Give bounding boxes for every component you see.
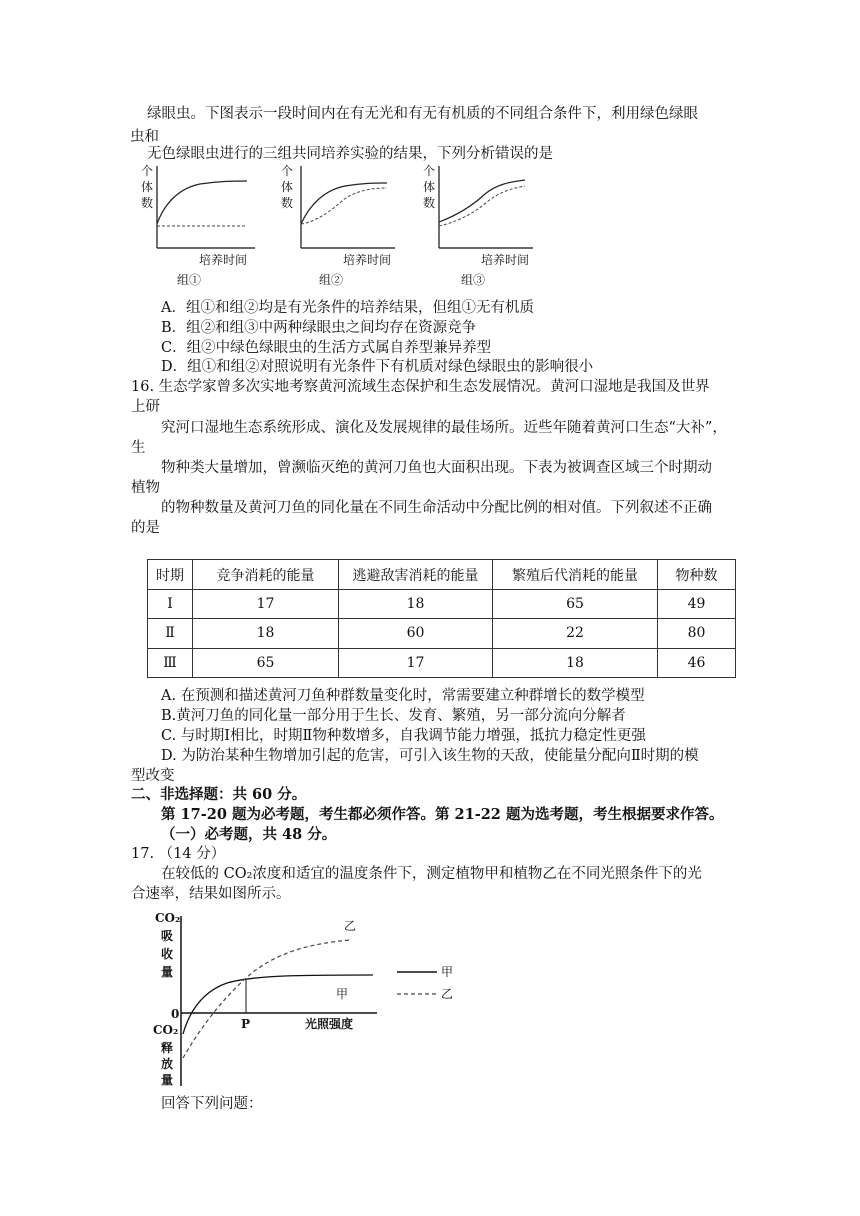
graph-xlabel: 光照强度 [305,1017,354,1031]
graph-ylabel: 体 [281,180,294,194]
table-cell: 18 [493,648,658,677]
section2-note: 第 17-20 题为必考题，考生都必须作答。第 21-22 题为选考题，考生根据要求作答。 [161,806,724,823]
green-euglena-curve [157,181,247,224]
q15-option-a: A．组①和组②均是有光条件的培养结果，但组①无有机质 [161,300,534,316]
q17-prompt: 回答下列问题： [161,1096,263,1112]
table-cell: 49 [658,590,736,619]
q16-option-a: A. 在预测和描述黄河刀鱼种群数量变化时，常需要建立种群增长的数学模型 [161,688,645,704]
colorless-euglena-curve [301,188,387,224]
q16-stem-line: 上研 [131,399,160,415]
table-cell: 65 [193,648,339,677]
table-cell: 80 [658,619,736,648]
section2-sub: （一）必考题，共 48 分。 [161,826,337,843]
group-label: 组③ [461,273,486,287]
q15-option-c: C．组②中绿色绿眼虫的生活方式属自养型兼异养型 [161,340,492,356]
table-cell: Ⅲ [148,648,193,677]
table-cell: 17 [339,648,493,677]
group3-graph [423,164,533,287]
curve-jia-label: 甲 [336,987,349,1001]
colorless-euglena-curve [439,186,525,226]
green-euglena-curve [439,180,525,222]
q16-option-b: B.黄河刀鱼的同化量一部分用于生长、发育、繁殖，另一部分流向分解者 [161,708,626,724]
table-cell: 60 [339,619,493,648]
graph-xlabel: 培养时间 [481,253,530,267]
q17-number: 17. （14 分） [131,846,226,862]
table-header-row [148,560,736,590]
q16-option-c: C. 与时期Ⅰ相比，时期Ⅱ物种数增多，自我调节能力增强，抵抗力稳定性更强 [161,728,646,744]
table-cell: 18 [193,619,339,648]
graph-ybottom-label: 放 [161,1057,174,1071]
group2-graph [281,164,395,287]
table-cell: 17 [193,590,339,619]
graph-ylabel: 个 [281,164,294,178]
graph-ytop-label: 量 [161,965,174,979]
table-header: 竞争消耗的能量 [193,560,339,590]
table-header: 物种数 [658,560,736,590]
group-label: 组② [319,273,344,287]
q16-stem-line: 生 [131,440,146,456]
q17-stem-line: 在较低的 CO₂浓度和适宜的温度条件下，测定植物甲和植物乙在不同光照条件下的光 [161,866,702,882]
group-label: 组① [177,273,202,287]
graph-ylabel: 个 [141,164,154,178]
table-header: 繁殖后代消耗的能量 [493,560,658,590]
graph-ytop-label: 收 [161,947,174,961]
q15-graphs [135,162,555,292]
graph-ylabel: 数 [423,196,436,210]
table-cell: Ⅰ [148,590,193,619]
q15-option-d: D．组①和组②对照说明有光条件下有机质对绿色绿眼虫的影响很小 [161,359,594,375]
q16-stem-line: 的物种数量及黄河刀鱼的同化量在不同生命活动中分配比例的相对值。下列叙述不正确 [161,500,712,516]
graph-ybottom-label: 量 [161,1073,174,1087]
table-cell: 46 [658,648,736,677]
graph-ylabel: 个 [423,164,436,178]
graph-ytop-label: 吸 [161,929,174,943]
q16-option-d-cont: 型改变 [131,768,175,784]
table-row [148,590,736,619]
q16-stem-line: 植物 [131,480,160,496]
group1-graph [141,164,255,287]
q16-data-table [147,559,736,678]
table-row [148,648,736,677]
graph-ytop-label: CO₂ [155,911,181,925]
graph-origin: 0 [171,1007,180,1021]
table-cell: Ⅱ [148,619,193,648]
legend-jia-label: 甲 [441,965,454,979]
graph-ybottom-label: CO₂ [153,1023,179,1037]
q17-graph [145,908,495,1088]
legend-yi-label: 乙 [441,987,454,1001]
q16-stem-line: 16. 生态学家曾多次实地考察黄河流域生态保护和生态发展情况。黄河口湿地是我国及世界 [131,379,710,395]
graph-ylabel: 体 [141,180,154,194]
graph-ylabel: 数 [281,196,294,210]
q15-stem-line: 无色绿眼虫进行的三组共同培养实验的结果，下列分析错误的是 [147,146,553,162]
curve-yi [183,940,350,1058]
graph-ylabel: 体 [423,180,436,194]
q16-option-d: D. 为防治某种生物增加引起的危害，可引入该生物的天敌，使能量分配向Ⅱ时期的模 [161,748,699,764]
table-cell: 18 [339,590,493,619]
curve-yi-label: 乙 [344,919,357,933]
q17-stem-line: 合速率，结果如图所示。 [131,886,291,902]
q16-stem-line: 究河口湿地生态系统形成、演化及发展规律的最佳场所。近些年随着黄河口生态“大补”， [161,420,727,436]
table-cell: 65 [493,590,658,619]
q15-stem-line: 虫和 [130,129,159,145]
graph-p-label: P [241,1017,251,1031]
table-header: 逃避敌害消耗的能量 [339,560,493,590]
q16-stem-line: 的是 [131,520,160,536]
graph-xlabel: 培养时间 [343,253,392,267]
q16-stem-line: 物种类大量增加，曾濒临灭绝的黄河刀鱼也大面积出现。下表为被调查区域三个时期动 [161,460,712,476]
graph-xlabel: 培养时间 [199,253,248,267]
q15-option-b: B．组②和组③中两种绿眼虫之间均存在资源竞争 [161,320,477,336]
table-cell: 22 [493,619,658,648]
graph-ybottom-label: 释 [161,1041,174,1055]
q15-stem-line: 绿眼虫。下图表示一段时间内在有无光和有无有机质的不同组合条件下，利用绿色绿眼 [147,106,698,122]
section2-title: 二、非选择题：共 60 分。 [131,786,307,803]
table-header: 时期 [148,560,193,590]
graph-ylabel: 数 [141,196,154,210]
table-row [148,619,736,648]
